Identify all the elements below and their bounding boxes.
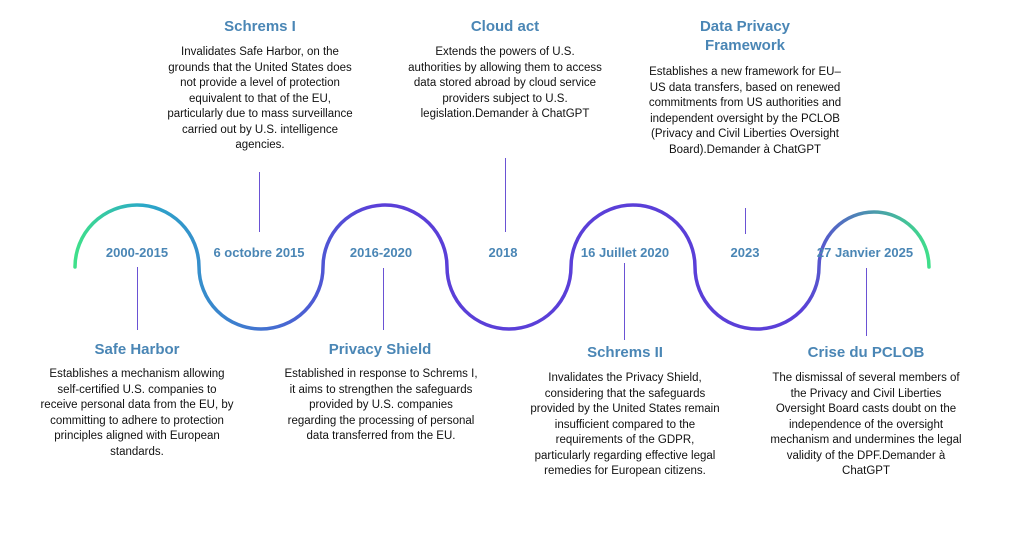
connector-line bbox=[259, 172, 260, 232]
event-title: Safe Harbor bbox=[94, 341, 180, 358]
event-date: 2000-2015 bbox=[105, 245, 169, 260]
connector-line bbox=[624, 263, 625, 340]
event-title: Data Privacy Framework bbox=[699, 18, 791, 54]
timeline-wave-path bbox=[75, 205, 929, 329]
event-title: Crise du PCLOB bbox=[807, 344, 925, 361]
event-description: Establishes a mechanism allowing self-certified U.S. companies to receive personal data from the EU, by committing to adhere to protection principles aligned with European standards. bbox=[40, 368, 234, 458]
event-title: Privacy Shield bbox=[328, 341, 432, 358]
event-title: Cloud act bbox=[470, 18, 540, 35]
event-date: 2018 bbox=[488, 245, 518, 260]
event-date: 6 octobre 2015 bbox=[213, 245, 305, 260]
connector-line bbox=[866, 268, 867, 336]
connector-line bbox=[505, 158, 506, 232]
event-description: Invalidates Safe Harbor, on the grounds that the United States does not provide a level of protection equivalent to that of the EU, particularly due to mass surveillance carried out by U.S. intelligence agencies. bbox=[167, 46, 353, 151]
event-date: 16 Juillet 2020 bbox=[580, 245, 670, 260]
event-title: Schrems II bbox=[587, 344, 663, 361]
event-description: Established in response to Schrems I, it aims to strengthen the safeguards provided by U.S. companies regarding the processing of personal data transferred from the EU. bbox=[284, 368, 478, 442]
connector-line bbox=[383, 268, 384, 330]
event-date: 27 Janvier 2025 bbox=[816, 245, 914, 260]
connector-line bbox=[137, 267, 138, 330]
event-date: 2016-2020 bbox=[349, 245, 413, 260]
event-description: Establishes a new framework for EU–US data transfers, based on renewed commitments from US authorities and independent oversight by the PCLOB (Privacy and Civil Liberties Oversight Board).Demander à ChatGPT bbox=[648, 66, 842, 156]
event-date: 2023 bbox=[730, 245, 760, 260]
event-title: Schrems I bbox=[224, 18, 296, 35]
connector-line bbox=[745, 208, 746, 234]
event-description: Invalidates the Privacy Shield, considering that the safeguards provided by the United States remain insufficient compared to the requirements of the GDPR, particularly regarding effective legal remedies for European citizens. bbox=[530, 372, 720, 477]
event-description: The dismissal of several members of the Privacy and Civil Liberties Oversight Board casts doubt on the independence of the oversight mechanism and undermines the legal validity of the DPF.Demander à ChatGPT bbox=[770, 372, 962, 477]
event-description: Extends the powers of U.S. authorities by allowing them to access data stored abroad by cloud service providers subject to U.S. legislation.Demander à ChatGPT bbox=[408, 46, 602, 120]
